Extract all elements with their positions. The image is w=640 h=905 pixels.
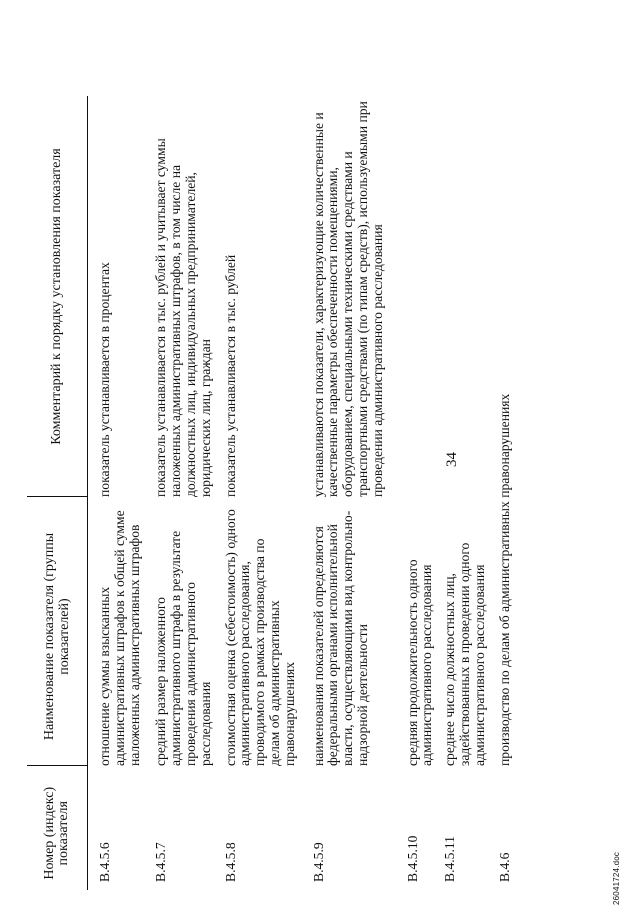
row-comment: устанавливаются показатели, характеризующие количественные и качественные параметры обеспеченности помещениями, оборудованием, специальными техническими средствами и транспортными средствами (по типам средств), используемыми при проведении административного расследования [310, 101, 385, 497]
indicators-table [27, 97, 512, 891]
table-row [435, 97, 487, 891]
document-footer: 26041724.doc [612, 851, 621, 905]
row-number: B.4.5.9 [310, 842, 326, 882]
row-number: B.4.5.6 [97, 842, 112, 882]
row-name: средняя продолжительность одного административного расследования [404, 559, 435, 766]
row-number: B.4.6 [496, 852, 512, 882]
table-row [298, 97, 386, 891]
table-header-row [27, 97, 88, 891]
row-comment [435, 97, 487, 498]
row-number: B.4.5.11 [442, 836, 458, 882]
table-row [142, 97, 213, 891]
row-name: стоимостная оценка (себестоимость) одного административного расследования, проводимого в рамках производства по делам об административных правонарушениях [222, 509, 297, 766]
table-row [214, 97, 298, 891]
page-number: 34 [444, 452, 460, 467]
row-name: среднее число должностных лиц, задействованных в проведении одного административного расследования [442, 542, 487, 766]
row-name: отношение суммы взысканных административных штрафов к общей сумме наложенных административных штрафов [97, 510, 142, 766]
header-number: Номер (индекс) показателя [27, 766, 88, 890]
row-comment [386, 97, 436, 498]
table-row [88, 97, 143, 891]
row-number: B.4.5.7 [153, 842, 169, 882]
row-name: средний размер наложенного административного штрафа в результате проведения административного расследования [153, 530, 213, 766]
header-name: Наименование показателя (группы показателей) [27, 497, 88, 766]
row-name: наименования показателей определяются федеральными органами исполнительной власти, осуществляющими вид контрольно-надзорной деятельности [310, 510, 370, 766]
row-name: производство по делам об административных правонарушениях [496, 393, 512, 766]
table-row [386, 97, 436, 891]
row-number: B.4.5.10 [404, 835, 420, 882]
table-row [488, 97, 513, 891]
row-number: B.4.5.8 [222, 842, 238, 882]
header-comment: Комментарий к порядку установления показателя [27, 97, 88, 498]
row-comment: показатель устанавливается в процентах [97, 262, 112, 497]
row-comment: показатель устанавливается в тыс. рублей [222, 254, 238, 497]
row-comment: показатель устанавливается в тыс. рублей и учитывает суммы наложенных административных штрафов, в том числе на должностных лиц, индивидуальных предпринимателей, юридических лиц, граждан [153, 138, 213, 497]
